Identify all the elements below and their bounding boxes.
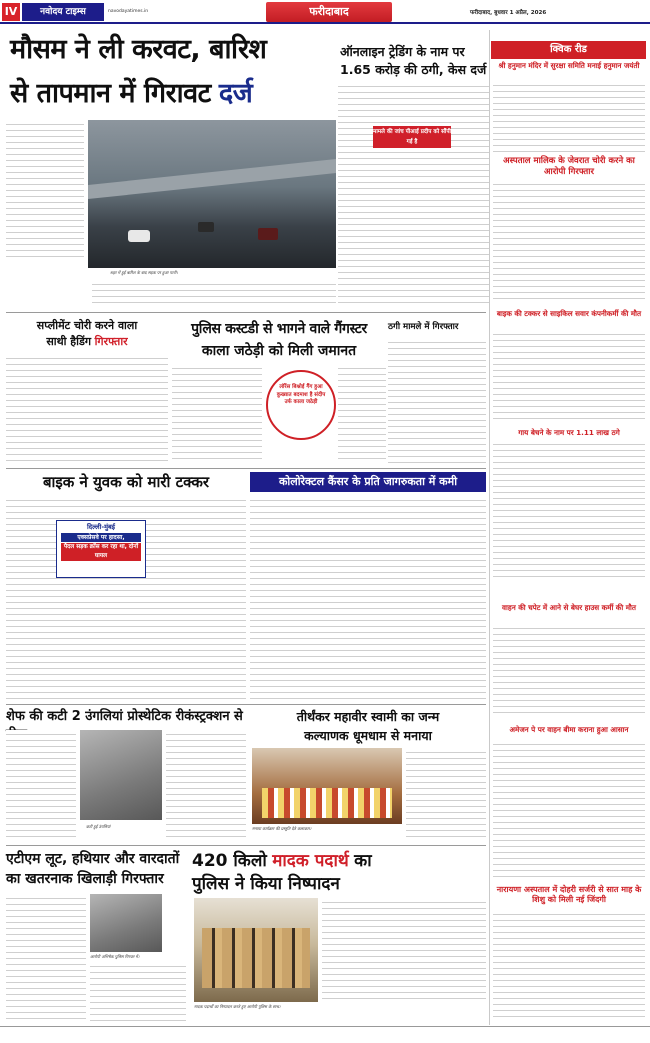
silver-headline-line2-a: साथी हैडिंग (46, 335, 92, 348)
mahavir-headline-line2: कल्याणक धूमधाम से मनाया (304, 728, 432, 743)
gangster-headline-line1: पुलिस कस्टडी से भागने वाले गैंगस्टर (191, 321, 367, 337)
narcotics-headline-line2: पुलिस ने किया निष्पादन (192, 874, 340, 894)
sidebar-item-body (493, 440, 645, 578)
sidebar-item-head: अमेजन पे पर वाहन बीमा कराना हुआ आसान (509, 725, 629, 734)
silver-headline-line1: सप्लीमेंट चोरी करने वाला (36, 319, 138, 332)
narcotics-headline-c: का (354, 851, 372, 871)
bike-callout-line-c: पैदल सड़क क्रॉस कर रहा था, दोनों घायल (61, 543, 141, 561)
chef-photo-hand (80, 730, 162, 820)
atm-body-left (6, 894, 86, 1022)
masthead-logo: नवोदय टाइम्स (22, 3, 104, 21)
performers (262, 788, 392, 818)
silver-body (6, 354, 168, 464)
narcotics-photo-police (194, 898, 318, 1002)
sidebar-divider (489, 30, 490, 1025)
narcotics-photo-caption: मादक पदार्थों का निष्पादन करते हुए आरोपी पुलिस के साथ। (194, 1004, 281, 1009)
lead-photo-caption: शहर में हुई बारिश के बाद सड़क पर हुआ पानी। (110, 270, 178, 275)
atm-headline-line1: एटीएम लूट, हथियार और वारदातों (6, 851, 180, 867)
sidebar-item-head: अस्पताल मालिक के जेवरात चोरी करने का आरोपी गिरफ्तार (503, 156, 635, 177)
lead-body-column (6, 120, 84, 260)
section-rule (6, 468, 486, 469)
gangster-body-right (338, 364, 386, 464)
thagi-body (388, 338, 486, 464)
lead-headline-line2 (10, 76, 332, 112)
silver-headline-line2 (6, 334, 168, 349)
narcotics-headline-a: 420 किलो (192, 851, 267, 871)
mahavir-photo-event (252, 748, 402, 824)
page-footer-rule (0, 1026, 650, 1043)
car-red (258, 228, 278, 240)
gangster-body-left (172, 364, 262, 464)
fraud-headline-line2: 1.65 करोड़ की ठगी, केस दर्ज (340, 62, 487, 77)
sidebar-item-body (493, 81, 645, 153)
gangster-quote-circle: लॉरेंस बिश्नोई गैंग हुआ कुख्यात बदमाश है संदीप उर्फ काला जठेड़ी (266, 370, 336, 440)
chef-body-right (166, 730, 246, 842)
sidebar-item-head: वाहन की चपेट में आने से बेघर हाउस कर्मी की मौत (502, 603, 636, 612)
car-white (128, 230, 150, 242)
sidebar-item-head: गाय बेचने के नाम पर 1.11 लाख ठगे (518, 428, 620, 437)
lead-headline-line2-b: दर्ज (218, 78, 253, 109)
bike-callout-line-a: दिल्ली-मुंबई (86, 523, 116, 531)
website-url: navodayatimes.in (108, 9, 149, 14)
mahavir-photo-caption: मनाया कार्यक्रम की प्रस्तुति देते कलाकार। (252, 826, 312, 831)
narcotics-body (322, 898, 486, 1002)
city-banner: फरीदाबाद (266, 2, 392, 22)
mahavir-headline-line1: तीर्थंकर महावीर स्वामी का जन्म (296, 709, 440, 724)
flyover (88, 159, 336, 199)
dateline: फरीदाबाद, बुधवार 1 अप्रैल, 2026 (470, 10, 547, 16)
sidebar-item-body (493, 740, 645, 880)
sidebar-item-body (493, 910, 645, 1022)
fraud-body (338, 82, 490, 304)
lead-headline-line2-a: से तापमान में गिरावट (10, 78, 211, 109)
cancer-headline: कोलोरेक्टल कैंसर के प्रति जागरुकता में कमी (250, 472, 486, 492)
gangster-headline-line2: काला जठेड़ी को मिली जमानत (201, 343, 357, 359)
section-rule (6, 845, 486, 846)
atm-headline-line2: का खतरनाक खिलाड़ी गिरफ्तार (6, 871, 164, 887)
bike-callout (56, 520, 146, 578)
bike-headline: बाइक ने युवक को मारी टक्कर (42, 473, 209, 491)
car-dark (198, 222, 214, 232)
atm-body-right (90, 962, 186, 1022)
chef-headline: शेफ की कटी 2 उंगलियां प्रोस्थेटिक रीकंस्ट्रक्शन से (6, 709, 243, 724)
lead-photo-rain-road (88, 120, 336, 268)
silver-headline-line2-b: गिरफ्तार (94, 335, 128, 348)
thagi-headline: ठगी मामले में गिरफ्तार (388, 322, 459, 332)
sidebar-title: क्विक रीड (491, 41, 646, 59)
sidebar-item-body (493, 624, 645, 716)
page-number: IV (2, 3, 20, 21)
narcotics-headline-line1 (192, 850, 486, 872)
atm-photo-caption: आरोपी अभिषेक पुलिस गिरफ्त में। (90, 954, 140, 959)
sidebar-item-head: श्री हनुमान मंदिर में सुरक्षा समिति मनाई हनुमान जयंती (498, 61, 640, 70)
lead-headline-line1: मौसम ने ली करवट, बारिश (10, 34, 267, 65)
chef-body-left (6, 730, 76, 842)
atm-photo-accused (90, 894, 162, 952)
fraud-callout: मामले की जांच पीआई प्रदीप को सौंपी गई है (373, 126, 451, 148)
mahavir-body (406, 748, 486, 842)
sidebar-item-body (493, 180, 645, 304)
section-rule (6, 312, 486, 313)
section-rule (6, 704, 486, 705)
fraud-headline-line1: ऑनलाइन ट्रेडिंग के नाम पर (340, 44, 465, 59)
cancer-body (250, 496, 486, 702)
lead-body-continuation (92, 280, 336, 306)
sidebar-item-body (493, 330, 645, 422)
police-group (202, 928, 310, 988)
chef-photo-caption: कटी हुई उंगलियां (86, 824, 111, 829)
sidebar-item-head: नारायणा अस्पताल में दोहरी सर्जरी से सात माह के शिशु को मिली नई जिंदगी (496, 885, 642, 904)
bike-callout-line-b: एक्सप्रेसवे पर हादसा, (61, 533, 141, 542)
sidebar-item-head: बाइक की टक्कर से साइकिल सवार कंपनीकर्मी की मौत (496, 309, 642, 318)
narcotics-headline-b: मादक पदार्थ (272, 851, 349, 871)
